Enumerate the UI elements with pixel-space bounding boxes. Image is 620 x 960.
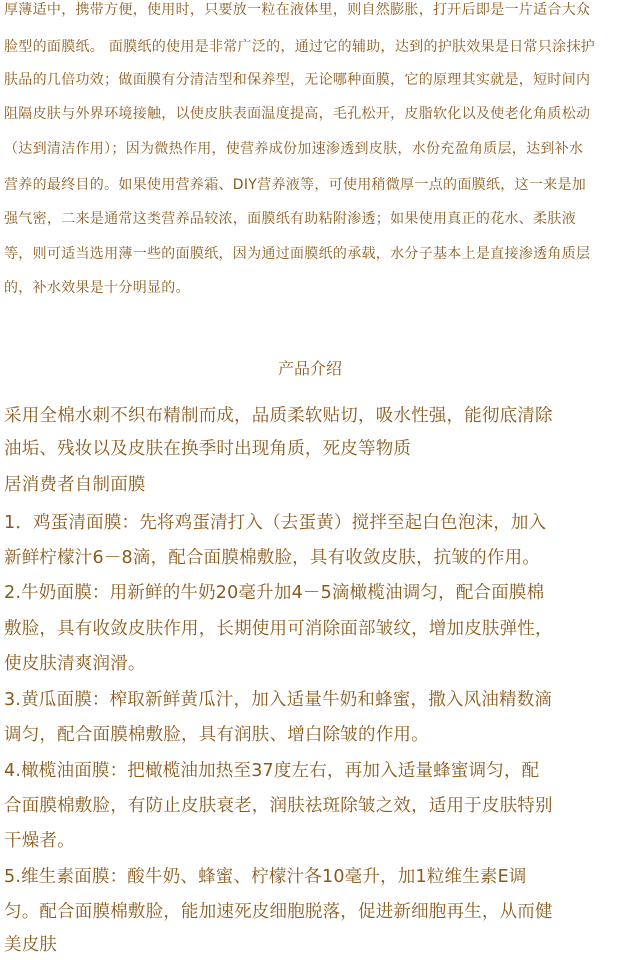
body-line: 5.维生素面膜：酸牛奶、蜂蜜、柠檬汁各10毫升，加1粒维生素E调 bbox=[4, 867, 527, 887]
intro-line: 厚薄适中，携带方便，使用时，只要放一粒在液体里，则自然膨胀，打开后即是一片适合大众 bbox=[4, 2, 591, 18]
body-line: 新鲜柠檬汁6－8滴，配合面膜棉敷脸，具有收敛皮肤，抗皱的作用。 bbox=[4, 548, 540, 568]
body-line: 采用全棉水刺不织布精制而成，品质柔软贴切，吸水性强，能彻底清除 bbox=[4, 406, 553, 426]
intro-line: 脸型的面膜纸。 面膜纸的使用是非常广泛的，通过它的辅助，达到的护肤效果是日常只涂抹护 bbox=[4, 39, 596, 55]
body-line: 合面膜棉敷脸，有防止皮肤衰老，润肤祛斑除皱之效，适用于皮肤特别 bbox=[4, 796, 553, 816]
intro-line: 强气密，二来是通常这类营养品较浓，面膜纸有助粘附渗透；如果使用真正的花水、柔肤液 bbox=[4, 211, 576, 227]
body-line: 敷脸，具有收敛皮肤作用，长期使用可消除面部皱纹，增加皮肤弹性， bbox=[4, 619, 553, 639]
intro-line: 营养的最终目的。如果使用营养霜、DIY营养液等，可使用稍微厚一点的面膜纸，这一来是加 bbox=[4, 177, 587, 193]
body-line: 匀。配合面膜棉敷脸，能加速死皮细胞脱落，促进新细胞再生，从而健 bbox=[4, 902, 553, 922]
intro-line: 等，则可适当选用薄一些的面膜纸，因为通过面膜纸的承载，水分子基本上是直接渗透角质层 bbox=[4, 246, 591, 262]
section-title: 产品介绍 bbox=[277, 359, 342, 378]
body-line: 油垢、残妆以及皮肤在换季时出现角质，死皮等物质 bbox=[4, 439, 412, 459]
body-line: 使皮肤清爽润滑。 bbox=[4, 654, 146, 674]
intro-line: 阻隔皮肤与外界环境接触，以使皮肤表面温度提高，毛孔松开，皮脂软化以及使老化角质松动 bbox=[4, 106, 591, 122]
intro-line: 肤品的几倍功效；做面膜有分清洁型和保养型，无论哪种面膜，它的原理其实就是，短时间内 bbox=[4, 72, 591, 88]
intro-line: 的，补水效果是十分明显的。 bbox=[4, 280, 190, 296]
body-line: 2.牛奶面膜：用新鲜的牛奶20毫升加4－5滴橄榄油调匀，配合面膜棉 bbox=[4, 583, 545, 603]
body-line: 4.橄榄油面膜：把橄榄油加热至37度左右，再加入适量蜂蜜调匀，配 bbox=[4, 761, 540, 781]
body-line: 美皮肤 bbox=[4, 935, 58, 955]
body-line: 3.黄瓜面膜：榨取新鲜黄瓜汁，加入适量牛奶和蜂蜜，撒入风油精数滴 bbox=[4, 690, 553, 710]
intro-line: （达到清洁作用）；因为微热作用，使营养成份加速渗透到皮肤，水份充盈角质层，达到补水 bbox=[4, 141, 584, 157]
body-line: 1．鸡蛋清面膜：先将鸡蛋清打入（去蛋黄）搅拌至起白色泡沫，加入 bbox=[4, 513, 547, 533]
body-line: 干燥者。 bbox=[4, 831, 75, 851]
body-line: 居消费者自制面膜 bbox=[4, 475, 146, 495]
body-line: 调匀，配合面膜棉敷脸，具有润肤、增白除皱的作用。 bbox=[4, 725, 429, 745]
